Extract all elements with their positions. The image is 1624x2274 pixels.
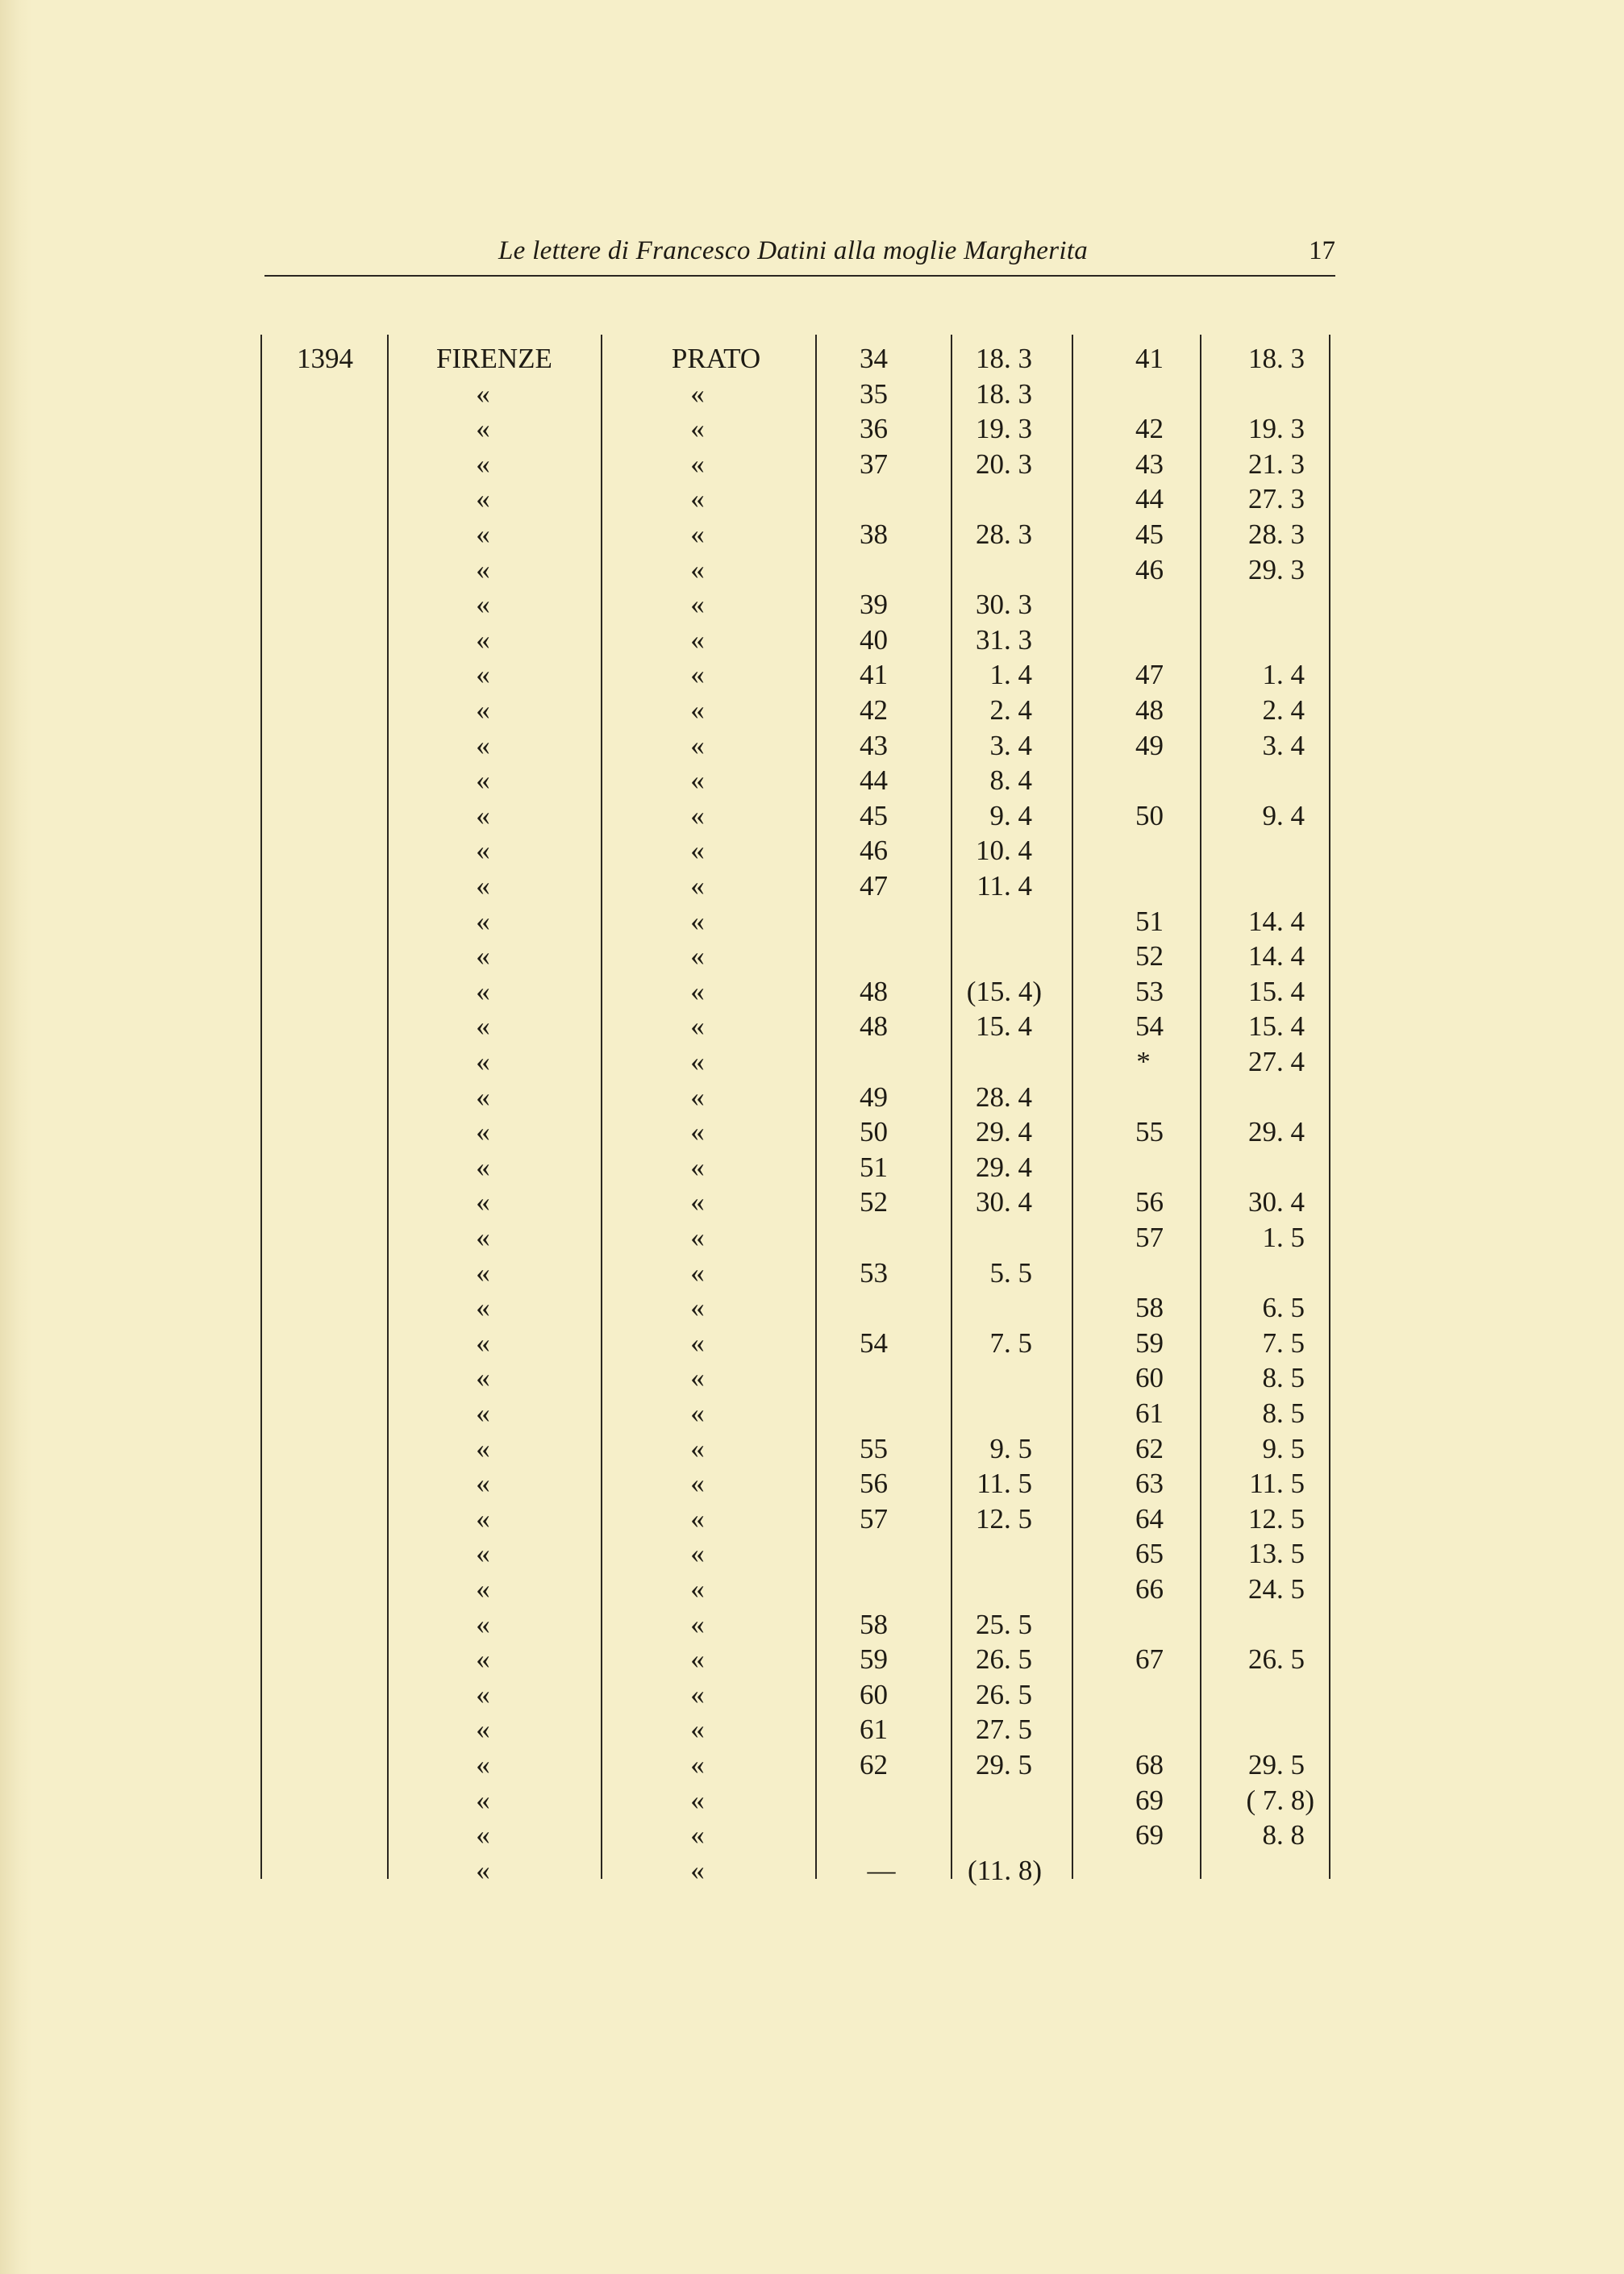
ditto-mark: «	[476, 835, 490, 867]
letter-number: 53	[860, 1256, 888, 1289]
column-rule	[260, 335, 262, 1879]
letter-date: 21. 3	[1248, 448, 1305, 480]
letter-date: 29. 5	[976, 1749, 1032, 1780]
letter-date: 31. 3	[976, 623, 1032, 656]
letter-date: 9. 5	[1262, 1432, 1305, 1464]
letter-number: 52	[1135, 940, 1164, 972]
letter-date: 2. 4	[1262, 694, 1305, 726]
letter-date: 30. 4	[1248, 1186, 1305, 1218]
letter-date: 27. 4	[1248, 1046, 1305, 1077]
ditto-mark: «	[690, 1010, 705, 1043]
ditto-mark: «	[690, 870, 705, 902]
letter-date: 28. 3	[976, 519, 1032, 550]
letter-date: 14. 4	[1248, 940, 1305, 972]
letter-number: 58	[1135, 1292, 1164, 1324]
letter-number: 47	[860, 870, 888, 902]
letter-number: 58	[860, 1608, 888, 1640]
running-head	[264, 236, 1335, 277]
ditto-mark: «	[690, 1573, 705, 1605]
letter-number: 44	[860, 764, 888, 797]
letter-number: 49	[1135, 729, 1164, 761]
ditto-mark: «	[690, 659, 705, 691]
letter-number: 36	[860, 413, 888, 445]
letter-date: 29. 4	[1248, 1116, 1305, 1148]
letter-date: 15. 4	[1248, 975, 1305, 1007]
letter-number: 50	[860, 1116, 888, 1148]
ditto-mark: «	[476, 1222, 490, 1253]
letter-date: 29. 4	[976, 1151, 1032, 1183]
letter-date: 29. 3	[1248, 553, 1305, 585]
letter-date: 25. 5	[976, 1608, 1032, 1640]
letter-number: 61	[1135, 1397, 1164, 1429]
ditto-mark: «	[476, 940, 490, 972]
running-title: Le lettere di Francesco Datini alla moglie Margherita	[498, 236, 1089, 265]
letter-number: 54	[860, 1326, 888, 1359]
letter-number: 48	[860, 975, 888, 1007]
ditto-mark: «	[690, 413, 705, 445]
ditto-mark: «	[690, 1678, 705, 1710]
ditto-mark: «	[690, 1397, 705, 1429]
ditto-mark: «	[690, 1186, 705, 1218]
letter-number: 60	[1135, 1362, 1164, 1394]
ditto-mark: «	[476, 905, 490, 937]
letter-date: 18. 3	[976, 343, 1032, 374]
ditto-mark: «	[690, 1854, 705, 1886]
ditto-mark: «	[476, 1256, 490, 1289]
letter-date: 18. 3	[1248, 343, 1305, 374]
ditto-mark: «	[690, 1222, 705, 1253]
ditto-mark: «	[476, 1819, 490, 1851]
ditto-mark: «	[690, 764, 705, 797]
letter-date: 1. 5	[1262, 1222, 1305, 1253]
ditto-mark: «	[690, 448, 705, 480]
ditto-mark: «	[476, 519, 490, 550]
letter-date: 28. 4	[976, 1081, 1032, 1113]
letter-date: 11. 5	[976, 1468, 1032, 1500]
ditto-mark: «	[690, 1749, 705, 1780]
ditto-mark: «	[476, 448, 490, 480]
letter-number: 55	[1135, 1116, 1164, 1148]
letter-date: 15. 4	[976, 1010, 1032, 1043]
letter-date: 19. 3	[976, 413, 1032, 445]
ditto-mark: «	[476, 1362, 490, 1394]
ditto-mark: «	[690, 835, 705, 867]
letter-number: 37	[860, 448, 888, 480]
ditto-mark: «	[476, 1432, 490, 1464]
ditto-mark: «	[690, 694, 705, 726]
letter-date: (15. 4)	[966, 975, 1042, 1007]
ditto-mark: «	[690, 377, 705, 410]
letter-number: 35	[860, 377, 888, 410]
letter-number: 51	[1135, 905, 1164, 937]
ditto-mark: «	[476, 1749, 490, 1780]
letter-number: 45	[860, 799, 888, 831]
letter-number: 56	[860, 1468, 888, 1500]
letter-number: 40	[860, 623, 888, 656]
letter-date: 24. 5	[1248, 1573, 1305, 1605]
letter-date: ( 7. 8)	[1246, 1784, 1314, 1816]
ditto-mark: «	[476, 1854, 490, 1886]
ditto-mark: «	[476, 1538, 490, 1570]
letter-date: 26. 5	[976, 1643, 1032, 1676]
ditto-mark: «	[476, 1186, 490, 1218]
ditto-mark: «	[476, 659, 490, 691]
ditto-mark: «	[476, 1326, 490, 1359]
ditto-mark: «	[690, 799, 705, 831]
letter-date: 26. 5	[976, 1678, 1032, 1710]
letter-number: 68	[1135, 1749, 1164, 1780]
letter-date: 10. 4	[976, 835, 1032, 867]
letter-number: —	[867, 1854, 896, 1886]
letter-date: 8. 4	[989, 764, 1032, 797]
ditto-mark: «	[476, 870, 490, 902]
column-from-label: FIRENZE	[436, 343, 552, 374]
letter-number: 39	[860, 589, 888, 621]
ditto-mark: «	[476, 729, 490, 761]
letter-number: 48	[1135, 694, 1164, 726]
letter-date: 9. 4	[989, 799, 1032, 831]
letter-date: 30. 3	[976, 589, 1032, 621]
letter-number: 48	[860, 1010, 888, 1043]
ditto-mark: «	[476, 623, 490, 656]
ditto-mark: «	[476, 975, 490, 1007]
ditto-mark: «	[476, 799, 490, 831]
letter-number: 64	[1135, 1502, 1164, 1535]
ditto-mark: «	[476, 1468, 490, 1500]
letter-date: 3. 4	[1262, 729, 1305, 761]
letter-number: 61	[860, 1714, 888, 1746]
ditto-mark: «	[690, 623, 705, 656]
ditto-mark: «	[690, 1714, 705, 1746]
letter-date: 20. 3	[976, 448, 1032, 480]
letter-date: 11. 5	[1249, 1468, 1305, 1500]
letter-date: 1. 4	[989, 659, 1032, 691]
ditto-mark: «	[690, 483, 705, 515]
letter-date: 19. 3	[1248, 413, 1305, 445]
ditto-mark: «	[476, 553, 490, 585]
ditto-mark: «	[690, 729, 705, 761]
letter-number: 56	[1135, 1186, 1164, 1218]
letter-number: 34	[860, 343, 888, 374]
column-rule	[1329, 335, 1330, 1879]
letter-date: 7. 5	[989, 1326, 1032, 1359]
letter-number: 57	[1135, 1222, 1164, 1253]
letter-number: 54	[1135, 1010, 1164, 1043]
letter-number: 49	[860, 1081, 888, 1113]
letter-date: 5. 5	[989, 1256, 1032, 1289]
letter-number: 51	[860, 1151, 888, 1183]
ditto-mark: «	[476, 1573, 490, 1605]
letter-number: 47	[1135, 659, 1164, 691]
ditto-mark: «	[476, 1678, 490, 1710]
letter-number: 65	[1135, 1538, 1164, 1570]
letter-date: 28. 3	[1248, 519, 1305, 550]
letter-number: 43	[1135, 448, 1164, 480]
letter-number: 53	[1135, 975, 1164, 1007]
letter-number: 42	[860, 694, 888, 726]
letter-date: 1. 4	[1262, 659, 1305, 691]
ditto-mark: «	[476, 483, 490, 515]
ditto-mark: «	[690, 1046, 705, 1077]
letter-number: 44	[1135, 483, 1164, 515]
letter-date: 18. 3	[976, 377, 1032, 410]
letter-date: 27. 5	[976, 1714, 1032, 1746]
letter-date: 12. 5	[976, 1502, 1032, 1535]
ditto-mark: «	[690, 1784, 705, 1816]
letter-date: 7. 5	[1262, 1326, 1305, 1359]
ditto-mark: «	[476, 589, 490, 621]
letters-table	[260, 335, 1329, 1886]
letter-date: 29. 4	[976, 1116, 1032, 1148]
ditto-mark: «	[690, 1432, 705, 1464]
letter-number: 57	[860, 1502, 888, 1535]
letter-number: *	[1136, 1046, 1151, 1077]
letter-number: 62	[1135, 1432, 1164, 1464]
ditto-mark: «	[690, 519, 705, 550]
ditto-mark: «	[476, 764, 490, 797]
letter-number: 69	[1135, 1784, 1164, 1816]
letter-date: 14. 4	[1248, 905, 1305, 937]
ditto-mark: «	[476, 1608, 490, 1640]
ditto-mark: «	[476, 694, 490, 726]
ditto-mark: «	[476, 1116, 490, 1148]
letter-number: 42	[1135, 413, 1164, 445]
letter-date: 29. 5	[1248, 1749, 1305, 1780]
ditto-mark: «	[476, 1010, 490, 1043]
letter-date: 11. 4	[976, 870, 1032, 902]
ditto-mark: «	[690, 1151, 705, 1183]
ditto-mark: «	[690, 589, 705, 621]
ditto-mark: «	[690, 553, 705, 585]
letter-number: 46	[1135, 553, 1164, 585]
ditto-mark: «	[690, 1326, 705, 1359]
ditto-mark: «	[476, 1046, 490, 1077]
ditto-mark: «	[690, 905, 705, 937]
ditto-mark: «	[690, 1362, 705, 1394]
letter-number: 69	[1135, 1819, 1164, 1851]
letter-date: 3. 4	[989, 729, 1032, 761]
ditto-mark: «	[690, 1468, 705, 1500]
letter-number: 59	[1135, 1326, 1164, 1359]
ditto-mark: «	[476, 1643, 490, 1676]
ditto-mark: «	[476, 1151, 490, 1183]
ditto-mark: «	[476, 1397, 490, 1429]
letter-number: 60	[860, 1678, 888, 1710]
letter-number: 46	[860, 835, 888, 867]
page-number: 17	[1309, 236, 1335, 265]
letter-number: 50	[1135, 799, 1164, 831]
ditto-mark: «	[476, 1714, 490, 1746]
letter-number: 43	[860, 729, 888, 761]
letter-date: 15. 4	[1248, 1010, 1305, 1043]
ditto-mark: «	[476, 1784, 490, 1816]
ditto-mark: «	[476, 1502, 490, 1535]
ditto-mark: «	[690, 940, 705, 972]
ditto-mark: «	[690, 1502, 705, 1535]
letter-number: 59	[860, 1643, 888, 1676]
letter-date: 13. 5	[1248, 1538, 1305, 1570]
letter-date: 26. 5	[1248, 1643, 1305, 1676]
ditto-mark: «	[690, 1256, 705, 1289]
letter-number: 52	[860, 1186, 888, 1218]
letter-date: 8. 5	[1262, 1397, 1305, 1429]
letter-date: 9. 5	[989, 1432, 1032, 1464]
column-to-label: PRATO	[671, 343, 761, 374]
letter-date: 6. 5	[1262, 1292, 1305, 1324]
letter-date: 27. 3	[1248, 483, 1305, 515]
ditto-mark: «	[690, 1643, 705, 1676]
year-label: 1394	[297, 343, 353, 374]
letter-date: 9. 4	[1262, 799, 1305, 831]
ditto-mark: «	[476, 1292, 490, 1324]
letter-number: 41	[1135, 343, 1164, 374]
ditto-mark: «	[690, 1538, 705, 1570]
letter-number: 38	[860, 519, 888, 550]
letter-number: 67	[1135, 1643, 1164, 1676]
letter-date: 2. 4	[989, 694, 1032, 726]
letter-date: 12. 5	[1248, 1502, 1305, 1535]
ditto-mark: «	[690, 1292, 705, 1324]
ditto-mark: «	[690, 1819, 705, 1851]
page-edge	[0, 0, 32, 2274]
ditto-mark: «	[690, 1116, 705, 1148]
letter-date: 30. 4	[976, 1186, 1032, 1218]
letter-number: 41	[860, 659, 888, 691]
letter-date: 8. 8	[1262, 1819, 1305, 1851]
ditto-mark: «	[690, 1608, 705, 1640]
letter-number: 66	[1135, 1573, 1164, 1605]
letter-number: 45	[1135, 519, 1164, 550]
letter-number: 62	[860, 1749, 888, 1780]
ditto-mark: «	[690, 1081, 705, 1113]
letter-date: (11. 8)	[967, 1854, 1042, 1886]
ditto-mark: «	[690, 975, 705, 1007]
letter-number: 63	[1135, 1468, 1164, 1500]
ditto-mark: «	[476, 413, 490, 445]
ditto-mark: «	[476, 1081, 490, 1113]
letter-number: 55	[860, 1432, 888, 1464]
ditto-mark: «	[476, 377, 490, 410]
letter-date: 8. 5	[1262, 1362, 1305, 1394]
